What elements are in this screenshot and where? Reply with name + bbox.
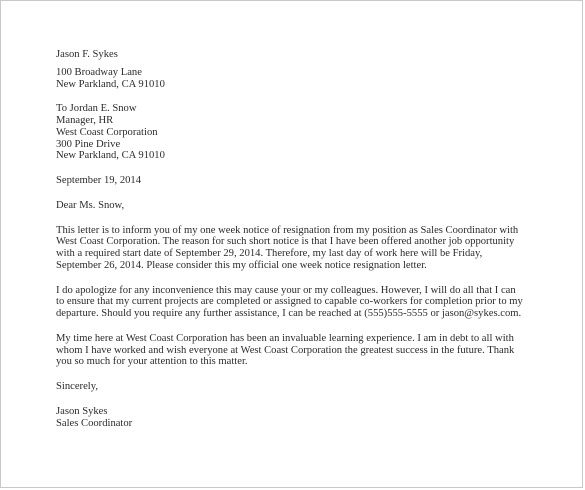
closing: Sincerely, [56,381,98,392]
paragraph-1-line: September 26, 2014. Please consider this my official one week notice resignation letter. [56,259,427,271]
paragraph-2-line: departure. Should you require any further assistance, I can be reached at (555)555-5555 or jason@sykes.com. [56,308,522,319]
paragraph-1-line: This letter is to inform you of my one week notice of resignation from my position as Sales Coordinator with [56,224,519,236]
signature-block [56,406,561,430]
signature-name: Jason Sykes [56,405,108,417]
paragraph-2-line: to ensure that my current projects are completed or assigned to capable co-workers for completion prior to my [56,296,523,308]
sender-address-line2: New Parkland, CA 91010 [56,78,165,90]
recipient-address-line2: New Parkland, CA 91010 [56,150,165,162]
recipient-block [56,103,561,162]
recipient-title: Manager, HR [56,115,114,126]
sender-address-line1: 100 Broadway Lane [56,66,142,78]
salutation: Dear Ms. Snow, [56,199,125,211]
sender-block [56,49,561,90]
paragraph-2-line: I do apologize for any inconvenience this may cause your or my colleagues. However, I will do all that I can [56,284,516,296]
body-paragraph-1 [56,225,561,272]
body-paragraph-3 [56,333,561,368]
paragraph-1-line: West Coast Corporation. The reason for such short notice is that I have been offered another job opportunity [56,236,515,248]
signature-title: Sales Coordinator [56,417,133,429]
recipient-company: West Coast Corporation [56,126,158,138]
recipient-to-line: To Jordan E. Snow [56,103,137,115]
paragraph-3-line: you so much for your attention to this matter. [56,356,248,368]
recipient-address-line1: 300 Pine Drive [56,138,121,150]
paragraph-3-line: whom I have worked and wish everyone at West Coast Corporation the greatest success in the future. Thank [56,344,515,356]
resignation-letter [56,49,561,429]
letter-date: September 19, 2014 [56,175,142,186]
paragraph-3-line: My time here at West Coast Corporation has been an invaluable learning experience. I am in debt to all with [56,332,514,344]
body-paragraph-2 [56,285,561,320]
paragraph-1-line: with a required start date of September 29, 2014. Therefore, my last day of work here will be Friday, [56,248,483,259]
sender-name: Jason F. Sykes [56,49,118,60]
